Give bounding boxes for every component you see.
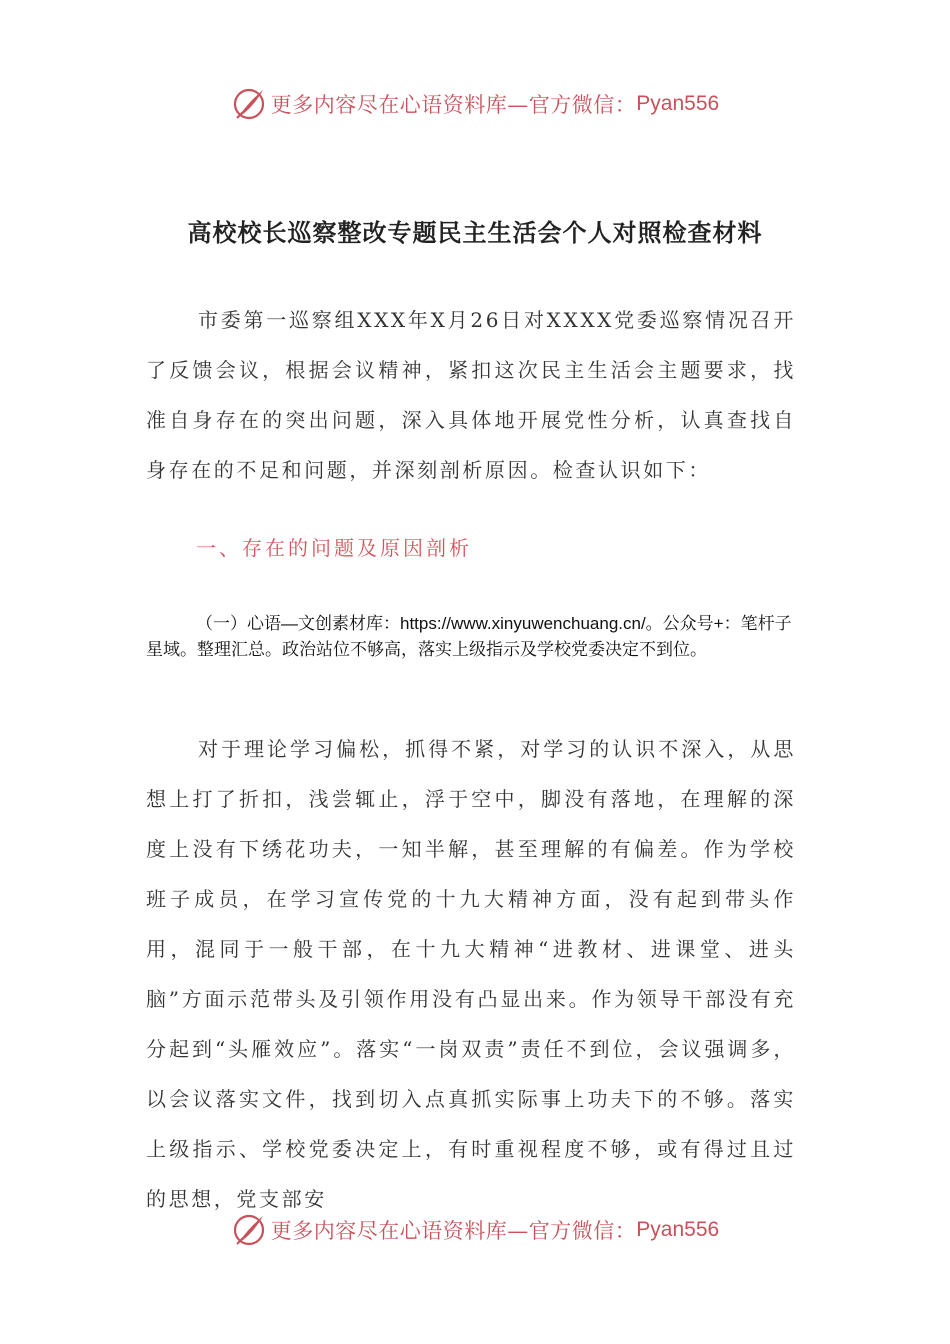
banner-text: 更多内容尽在心语资料库—官方微信： (270, 93, 637, 117)
document-title: 高校校长巡察整改专题民主生活会个人对照检查材料 (187, 218, 763, 247)
banner-wechat-id: Pyan556 (636, 1218, 720, 1241)
quill-logo-icon (231, 1212, 267, 1248)
banner-wechat-id: Pyan556 (636, 92, 720, 115)
section-heading: 一、存在的问题及原因剖析 (196, 536, 472, 560)
banner-text: 更多内容尽在心语资料库—官方微信： (270, 1219, 637, 1243)
quill-logo-icon (231, 86, 267, 122)
header-watermark-banner (0, 84, 950, 124)
subsection-heading: （一）心语—文创素材库：https://www.xinyuwenchuang.cn/。公众号+：笔杆子星域。整理汇总。政治站位不够高，落实上级指示及学校党委决定不到位。 (146, 614, 792, 659)
footer-watermark-banner (0, 1210, 950, 1250)
body-paragraph: 对于理论学习偏松，抓得不紧，对学习的认识不深入，从思想上打了折扣，浅尝辄止，浮于空中，脚没有落地，在理解的深度上没有下绣花功夫，一知半解，甚至理解的有偏差。作为学校班子成员，在学习宣传党的十九大精神方面，没有起到带头作用，混同于一般干部，在十九大精神“进教材、进课堂、进头脑”方面示范带头及引领作用没有凸显出来。作为领导干部没有充分起到“头雁效应”。落实“一岗双责”责任不到位，会议强调多，以会议落实文件，找到切入点真抓实际事上功夫下的不够。落实上级指示、学校党委决定上，有时重视程度不够，或有得过且过的思想，党支部安 (146, 737, 796, 1211)
intro-paragraph: 市委第一巡察组XXX年X月26日对XXXX党委巡察情况召开了反馈会议，根据会议精神，紧扣这次民主生活会主题要求，找准自身存在的突出问题，深入具体地开展党性分析，认真查找自身存在的不足和问题，并深刻剖析原因。检查认识如下： (146, 308, 796, 482)
